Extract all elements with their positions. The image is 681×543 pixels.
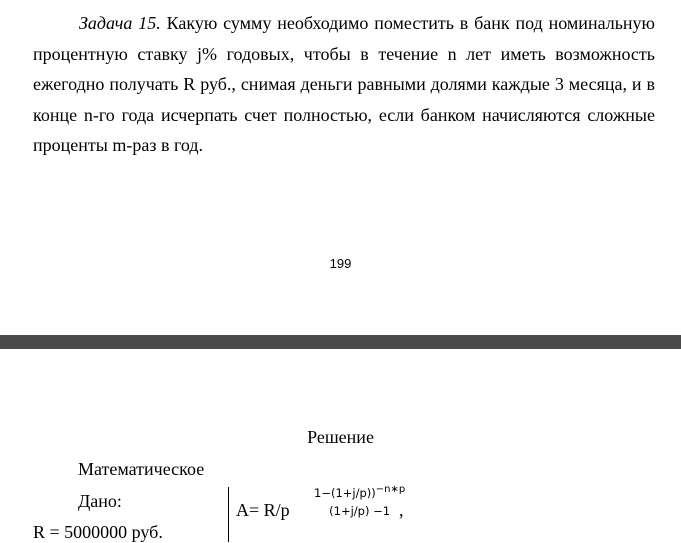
formula-numerator	[312, 486, 407, 501]
page-number: 199	[329, 256, 352, 271]
given-label: Дано:	[78, 491, 122, 511]
problem-statement	[33, 8, 655, 161]
formula-fraction	[312, 486, 407, 518]
formula-lhs: A= R/p	[236, 500, 290, 520]
solution-heading: Решение	[307, 427, 374, 447]
problem-label: Задача 15.	[79, 13, 161, 33]
math-label: Математическое	[78, 459, 205, 479]
given-divider	[228, 487, 229, 542]
numerator-exponent: −n∗p	[375, 484, 406, 495]
numerator-text: 1−(1+j/p))	[314, 486, 376, 500]
page-separator	[0, 335, 681, 349]
given-r-value: R = 5000000 руб.	[33, 522, 163, 542]
formula-denominator: (1+j/p) −1	[329, 504, 391, 518]
formula-comma: ,	[399, 500, 404, 520]
problem-text: Какую сумму необходимо поместить в банк под номинальную процентную ставку j% годовых, чтобы в течение n лет иметь возможность ежегодно получать R руб., снимая деньги равными долями каждые 3 месяца, и в конце n-го года исчерпать счет полностью, если банком начисляются сложные проценты m-раз в год.	[33, 13, 655, 155]
